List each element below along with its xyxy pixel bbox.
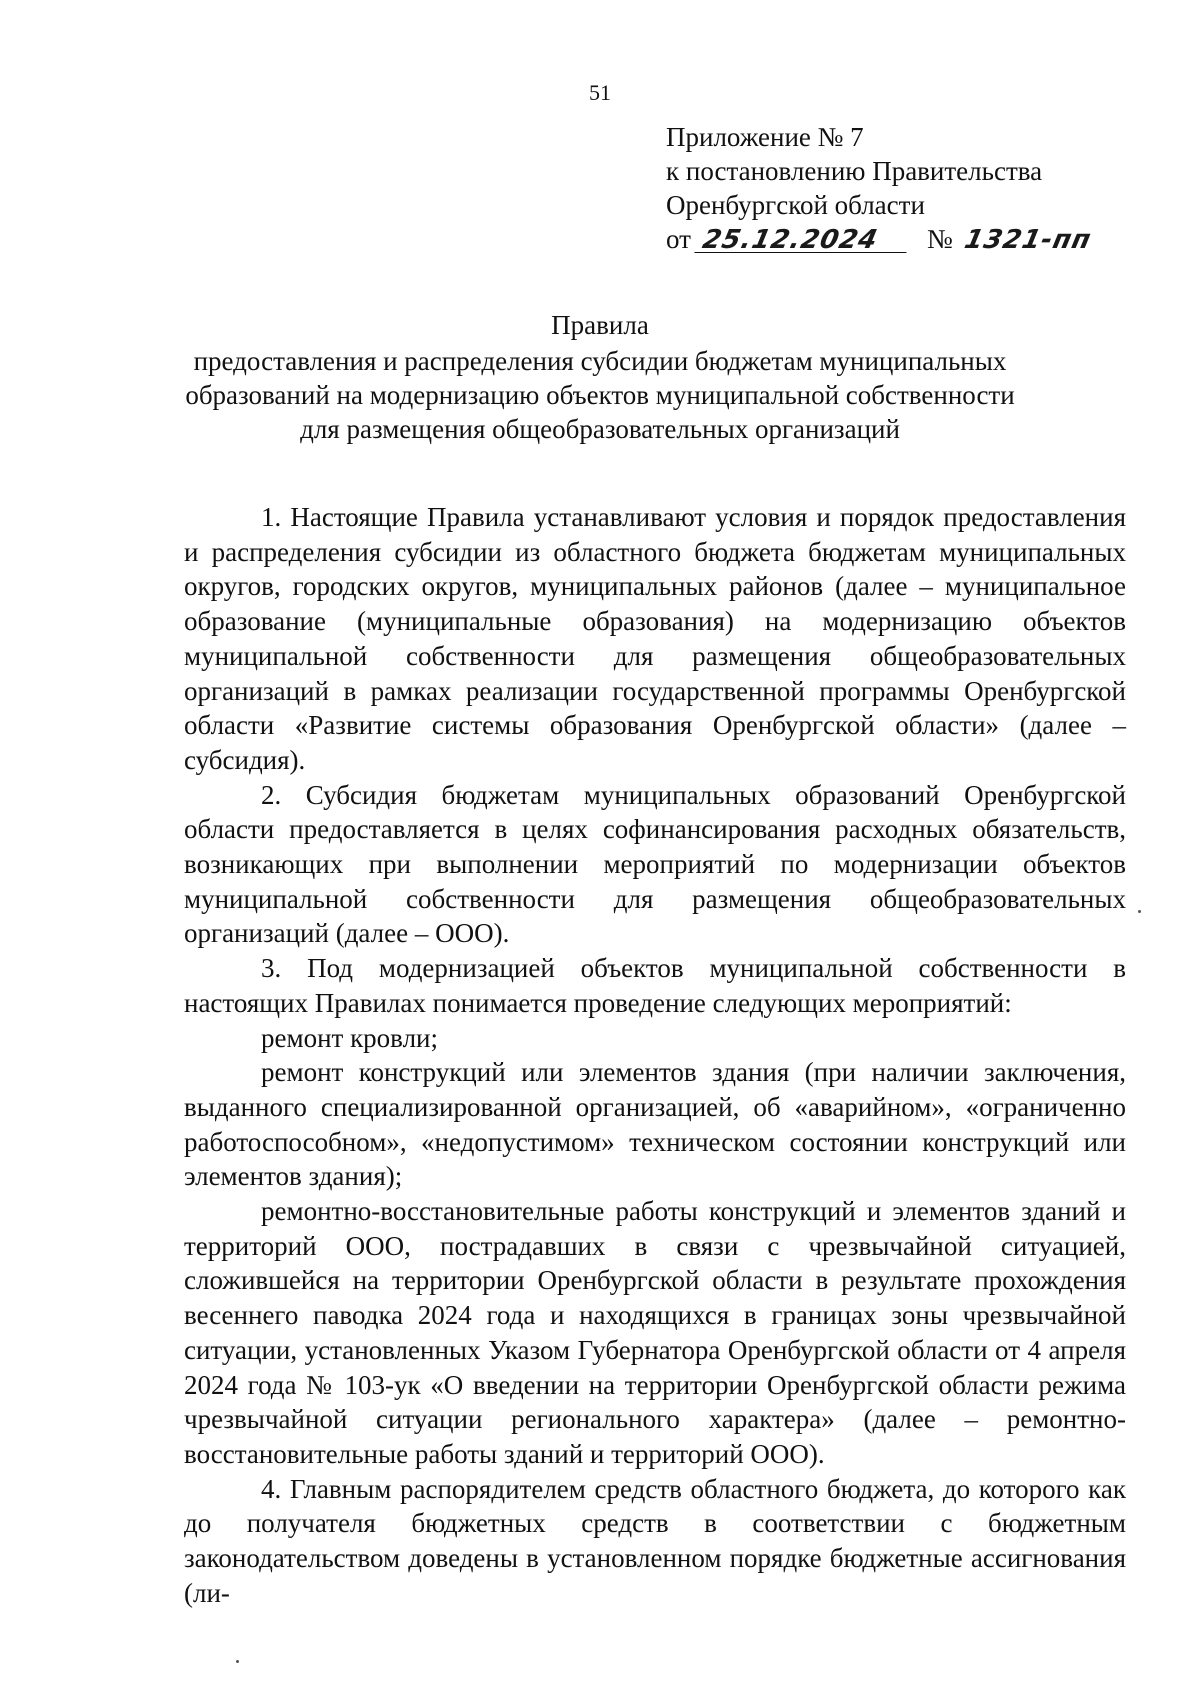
appendix-block	[666, 120, 1166, 256]
appendix-date-number-row	[666, 222, 1166, 256]
appendix-line-1: Приложение № 7	[666, 122, 864, 152]
number-label: №	[926, 224, 953, 254]
paragraph-1: 1. Настоящие Правила устанавливают условия и порядок предоставления и распределения субсидии из областного бюджета бюджетам муниципальных округов, городских округов, муниципальных районов (далее – муниципальное образование (муниципальные образования) на модернизацию объектов муниципальной собственности для размещения общеобразовательных организаций в рамках реализации государственной программы Оренбургской области «Развитие системы образования Оренбургской области» (далее – субсидия).	[184, 502, 1126, 775]
document-body	[184, 500, 1126, 1611]
scan-speck	[1138, 910, 1141, 913]
title-line-2: образований на модернизацию объектов муниципальной собственности	[185, 380, 1015, 410]
handwritten-date: 25.12.2024	[694, 228, 911, 253]
paragraph-3-item-restoration: ремонтно-восстановительные работы конструкций и элементов зданий и территорий ООО, пострадавших в связи с чрезвычайной ситуацией, сложившейся на территории Оренбургской области в результате прохождения весеннего паводка 2024 года и находящихся в границах зоны чрезвычайной ситуации, установленных Указом Губернатора Оренбургской области от 4 апреля 2024 года № 103-ук «О введении на территории Оренбургской области режима чрезвычайной ситуации регионального характера» (далее – ремонтно-восстановительные работы зданий и территорий ООО).	[184, 1196, 1126, 1469]
paragraph-2: 2. Субсидия бюджетам муниципальных образований Оренбургской области предоставляется в целях софинансирования расходных обязательств, возникающих при выполнении мероприятий по модернизации объектов муниципальной собственности для размещения общеобразовательных организаций (далее – ООО).	[184, 779, 1126, 949]
from-label: от	[666, 224, 691, 254]
document-title	[0, 308, 1200, 446]
page-number: 51	[589, 80, 611, 105]
paragraph-3-item-roof: ремонт кровли;	[261, 1022, 439, 1053]
paragraph-3: 3. Под модернизацией объектов муниципальной собственности в настоящих Правилах понимается проведение следующих мероприятий:	[184, 953, 1126, 1018]
handwritten-number: 1321-пп	[961, 225, 1095, 255]
paragraph-4: 4. Главным распорядителем средств областного бюджета, до которого как до получателя бюджетных средств в соответствии с бюджетным законодательством доведены в установленном порядке бюджетные ассигнования (ли-	[184, 1473, 1126, 1608]
scan-speck	[236, 1660, 239, 1663]
appendix-line-3: Оренбургской области	[666, 190, 925, 220]
appendix-line-2: к постановлению Правительства	[666, 156, 1043, 186]
title-line-1: предоставления и распределения субсидии бюджетам муниципальных	[193, 346, 1007, 376]
title-heading: Правила	[551, 310, 649, 340]
paragraph-3-item-structures: ремонт конструкций или элементов здания (при наличии заключения, выданного специализированной организацией, об «аварийном», «ограниченно работоспособном», «недопустимом» техническом состоянии конструкций или элементов здания);	[184, 1057, 1126, 1192]
title-line-3: для размещения общеобразовательных организаций	[300, 414, 900, 444]
